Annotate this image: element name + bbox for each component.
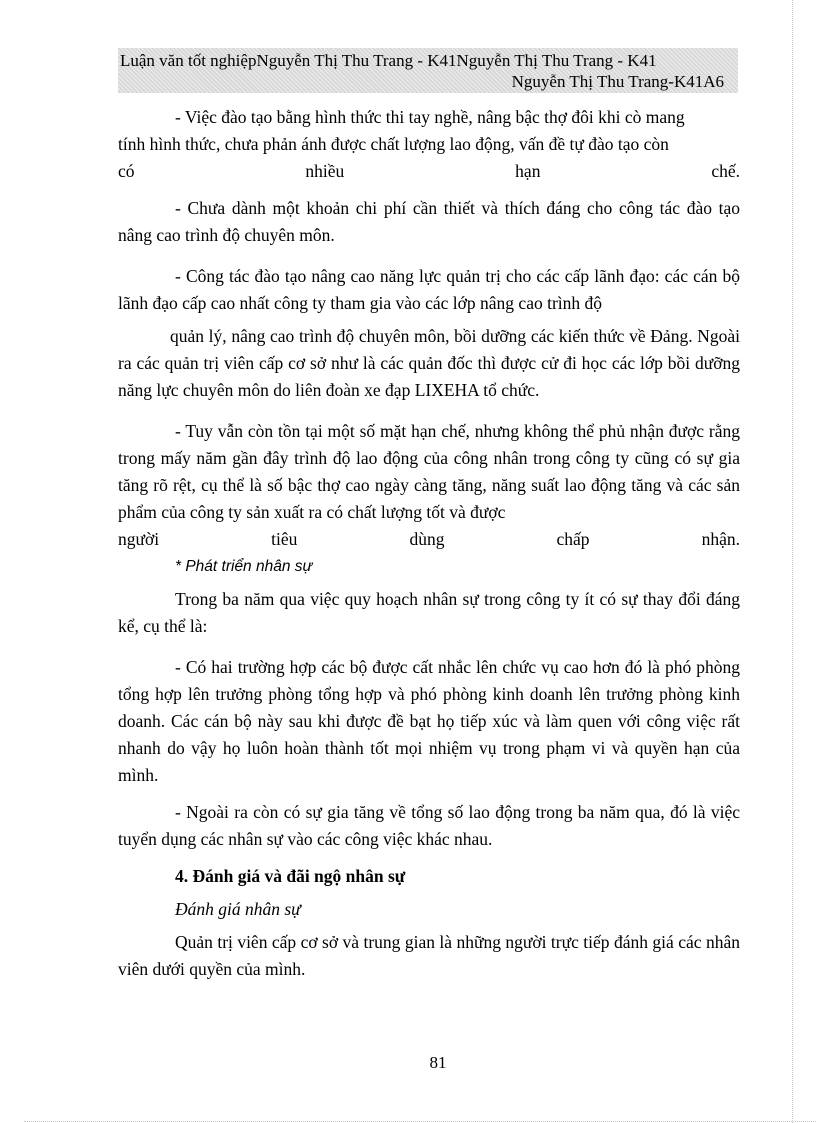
paragraph-6: - Có hai trường hợp các bộ được cất nhắc lên chức vụ cao hơn đó là phó phòng tổng hợp lên trưởng phòng tổng hợp và phó phòng kinh doanh lên trưởng phòng kinh doanh. Các cán bộ này sau khi được đề bạt họ tiếp xúc và làm quen với công việc rất nhanh do vậy họ luôn hoàn thành tốt mọi nhiệm vụ trong phạm vi và quyền hạn của mình. — [118, 657, 740, 785]
paragraph-2: - Chưa dành một khoản chi phí cần thiết và thích đáng cho công tác đào tạo nâng cao trình độ chuyên môn. — [118, 198, 740, 245]
paragraph-5: Trong ba năm qua việc quy hoạch nhân sự trong công ty ít có sự thay đổi đáng kể, cụ thể là: — [118, 589, 740, 636]
section-heading-4: 4. Đánh giá và đãi ngộ nhân sự — [175, 866, 406, 886]
paragraph-3a: - Công tác đào tạo nâng cao năng lực quản trị cho các cấp lãnh đạo: các cán bộ lãnh đạo cấp cao nhất công ty tham gia vào các lớp nâng cao trình độ — [118, 266, 740, 313]
paragraph-7: - Ngoài ra còn có sự gia tăng về tổng số lao động trong ba năm qua, đó là việc tuyển dụng các nhân sự vào các công việc khác nhau. — [118, 802, 740, 849]
paragraph-8: Quản trị viên cấp cơ sở và trung gian là những người trực tiếp đánh giá các nhân viên dưới quyền của mình. — [118, 932, 740, 979]
paragraph-4b: người tiêu dùng chấp nhận. — [118, 529, 740, 549]
paragraph-3b: quản lý, nâng cao trình độ chuyên môn, bồi dưỡng các kiến thức về Đảng. Ngoài ra các quản trị viên cấp cơ sở như là các quản đốc thì được cử đi học các lớp bồi dưỡng năng lực chuyên môn do liên đoàn xe đạp LIXEHA tổ chức. — [118, 326, 740, 400]
page-edge-bottom — [24, 1121, 816, 1122]
header-line-1: Luận văn tốt nghiệpNguyễn Thị Thu Trang - K41Nguyễn Thị Thu Trang - K41 — [120, 51, 657, 70]
header-line-2: Nguyễn Thị Thu Trang-K41A6 — [511, 72, 724, 91]
document-body — [118, 104, 740, 983]
paragraph-4a: - Tuy vẫn còn tồn tại một số mặt hạn chế, nhưng không thể phủ nhận được rằng trong mấy năm gần đây trình độ lao động của công nhân trong công ty cũng có sự gia tăng rõ rệt, cụ thể là số bậc thợ cao ngày càng tăng, năng suất lao động tăng và các sản phẩm của công ty sản xuất ra có chất lượng tốt và được — [118, 421, 740, 522]
page-number: 81 — [429, 1053, 447, 1072]
paragraph-1-line-1: - Việc đào tạo bằng hình thức thi tay nghề, nâng bậc thợ đôi khi cò mang — [175, 107, 685, 127]
paragraph-1-line-2: tính hình thức, chưa phản ánh được chất lượng lao động, vấn đề tự đào tạo còn — [118, 134, 669, 154]
paragraph-1-line-3: có nhiều hạn chế. — [118, 161, 740, 181]
subheading-staff-evaluation: Đánh giá nhân sự — [175, 899, 301, 919]
page-edge-right — [792, 0, 793, 1123]
subheading-staff-development: * Phát triển nhân sự — [175, 558, 313, 575]
